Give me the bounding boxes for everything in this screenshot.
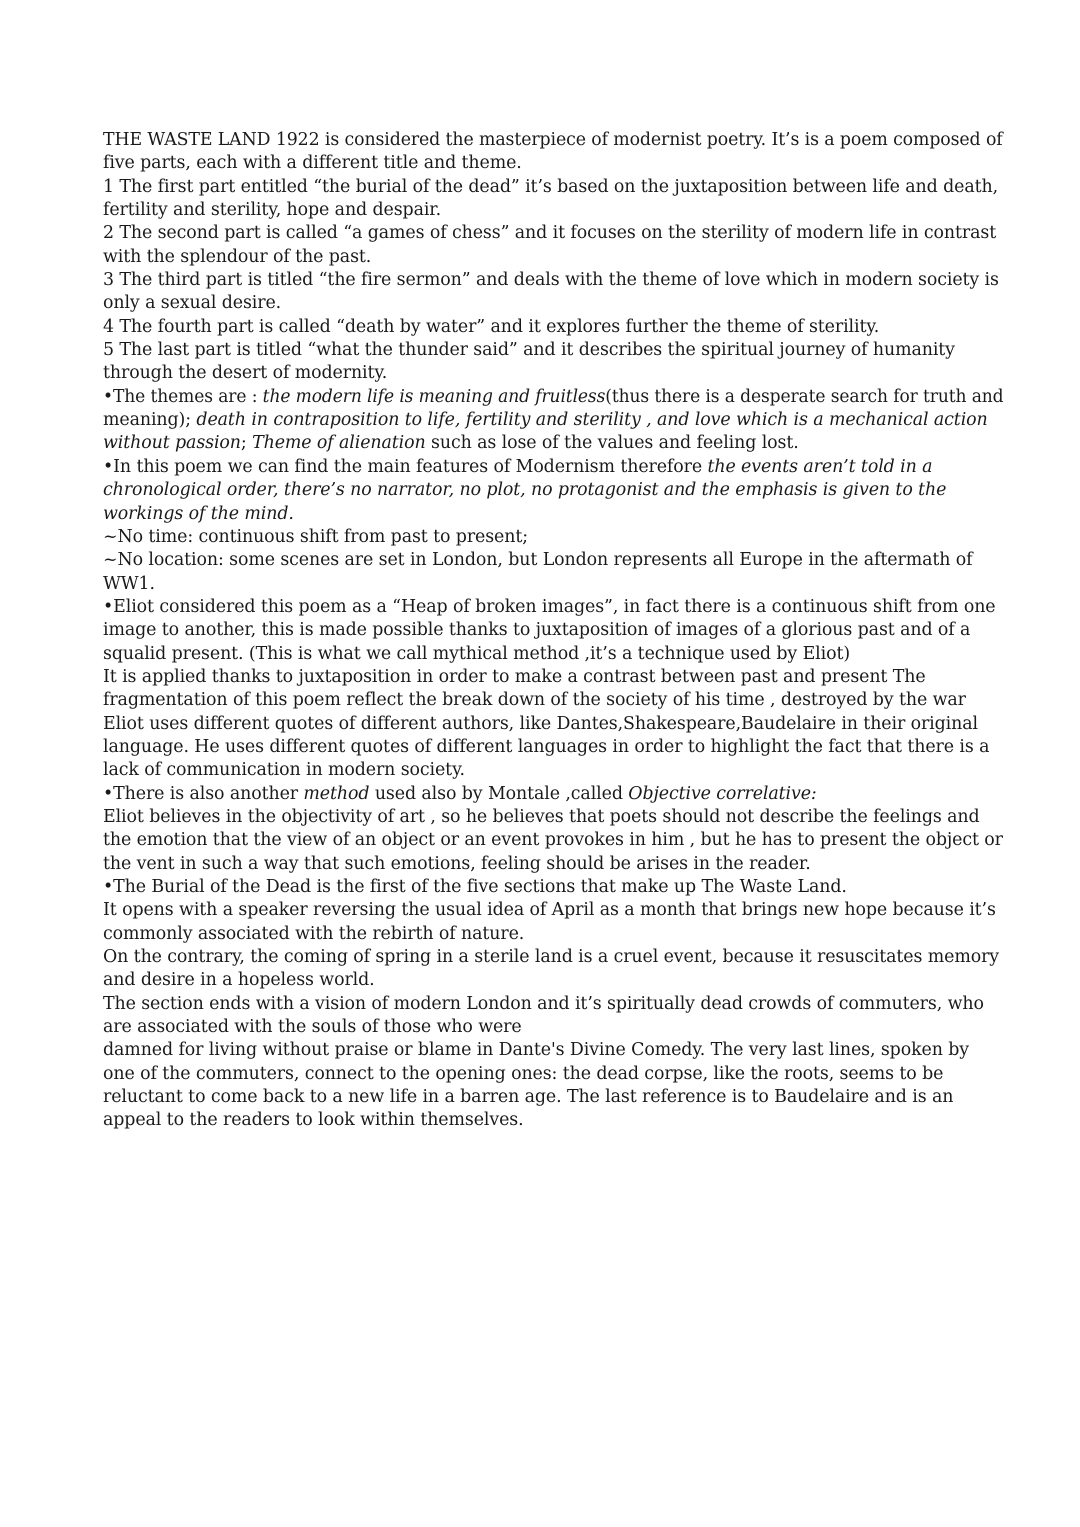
italic-text-span: Objective correlative:	[628, 783, 817, 804]
text-span: lack of communication in modern society.	[103, 760, 465, 781]
italic-text-span: death in contraposition to life, fertility and sterility , and love which is a mechanical action	[196, 410, 988, 431]
text-line	[103, 222, 1003, 245]
text-span: reluctant to come back to a new life in a barren age. The last reference is to Baudelaire and is an	[103, 1087, 954, 1108]
text-line	[103, 526, 1003, 549]
text-line	[103, 1039, 1003, 1062]
text-span: ~No time: continuous shift from past to present;	[103, 526, 528, 547]
text-span: meaning);	[103, 410, 197, 431]
text-line	[103, 783, 1003, 806]
text-line	[103, 549, 1003, 572]
text-span: ;	[240, 433, 253, 454]
text-line	[103, 129, 1003, 152]
text-line	[103, 1016, 1003, 1039]
text-line	[103, 946, 1003, 969]
text-span: fragmentation of this poem reflect the break down of the society of his time , destroyed by the war	[103, 690, 966, 711]
text-span: On the contrary, the coming of spring in a sterile land is a cruel event, because it resuscitates memory	[103, 947, 1000, 968]
text-span: 2 The second part is called “a games of chess” and it focuses on the sterility of modern life in contrast	[103, 223, 997, 244]
text-span: THE WASTE LAND 1922 is considered the masterpiece of modernist poetry. It’s is a poem composed of	[103, 130, 1003, 150]
italic-text-span: the modern life is meaning and fruitless	[262, 386, 606, 407]
text-line	[103, 1063, 1003, 1086]
text-line	[103, 853, 1003, 876]
text-span: language. He uses different quotes of different languages in order to highlight the fact that there is a	[103, 736, 990, 757]
text-line	[103, 362, 1003, 385]
text-line	[103, 269, 1003, 292]
italic-text-span: workings of the mind.	[103, 503, 294, 524]
text-line	[103, 573, 1003, 596]
text-span: It is applied thanks to juxtaposition in order to make a contrast between past and present The	[103, 666, 926, 687]
text-span: •In this poem we can find the main features of Modernism therefore	[103, 456, 708, 477]
text-line	[103, 876, 1003, 899]
text-line	[103, 993, 1003, 1016]
text-span: through the desert of modernity.	[103, 363, 388, 384]
text-span: five parts, each with a different title and theme.	[103, 153, 522, 174]
text-span: •The Burial of the Dead is the first of the five sections that make up The Waste Land.	[103, 877, 847, 897]
text-span: •The themes are :	[103, 386, 263, 407]
text-line	[103, 316, 1003, 339]
text-line	[103, 899, 1003, 922]
text-line	[103, 479, 1003, 502]
text-line	[103, 386, 1004, 409]
text-line	[103, 1086, 1003, 1109]
italic-text-span: chronological order, there’s no narrator, no plot, no protagonist and the emphasis is given to the	[103, 480, 947, 501]
text-line	[103, 503, 1003, 526]
text-line	[103, 1109, 1003, 1132]
italic-text-span: method	[303, 783, 370, 804]
text-span: 4 The fourth part is called “death by water” and it explores further the theme of sterility.	[103, 316, 880, 337]
text-span: fertility and sterility, hope and despair.	[103, 200, 442, 221]
text-span: The section ends with a vision of modern London and it’s spiritually dead crowds of commuters, who	[103, 993, 984, 1014]
text-line	[103, 339, 1003, 362]
text-line	[103, 409, 1003, 432]
text-span: squalid present. (This is what we call mythical method ,it’s a technique used by Eliot)	[103, 643, 851, 664]
text-span: Eliot uses different quotes of different authors, like Dantes,Shakespeare,Baudelaire in their original	[103, 713, 978, 734]
text-span: are associated with the souls of those who were	[103, 1017, 522, 1038]
text-span: used also by Montale ,called	[369, 783, 629, 804]
text-line	[103, 643, 1003, 666]
text-span: only a sexual desire.	[103, 293, 282, 314]
document-body	[103, 129, 1003, 1133]
italic-text-span: Theme of alienation	[252, 433, 426, 454]
text-line	[103, 969, 1003, 992]
text-line	[103, 246, 1003, 269]
text-line	[103, 176, 1003, 199]
text-span: 5 The last part is titled “what the thunder said” and it describes the spiritual journey of humanity	[103, 340, 955, 361]
text-span: 1 The first part entitled “the burial of the dead” it’s based on the juxtaposition between life and death,	[103, 176, 999, 197]
text-line	[103, 199, 1003, 222]
text-span: 3 The third part is titled “the fire sermon” and deals with the theme of love which in modern society is	[103, 270, 999, 291]
text-span: one of the commuters, connect to the opening ones: the dead corpse, like the roots, seems to be	[103, 1063, 944, 1084]
text-line	[103, 829, 1003, 852]
text-span: appeal to the readers to look within themselves.	[103, 1110, 524, 1131]
text-line	[103, 806, 1003, 829]
text-line	[103, 759, 1003, 782]
text-line	[103, 713, 1003, 736]
text-span: damned for living without praise or blame in Dante's Divine Comedy. The very last lines, spoken by	[103, 1040, 969, 1061]
text-span: and desire in a hopeless world.	[103, 970, 375, 991]
text-line	[103, 596, 1003, 619]
text-span: image to another, this is made possible thanks to juxtaposition of images of a glorious past and of a	[103, 620, 971, 641]
text-span: •There is also another	[103, 783, 304, 804]
text-line	[103, 292, 1003, 315]
text-line	[103, 689, 1003, 712]
text-line	[103, 736, 1003, 759]
text-span: commonly associated with the rebirth of nature.	[103, 923, 525, 944]
text-span: WW1.	[103, 573, 155, 594]
text-line	[103, 152, 1003, 175]
text-span: such as lose of the values and feeling lost.	[425, 433, 799, 454]
text-line	[103, 619, 1003, 642]
text-line	[103, 456, 1003, 479]
text-span: Eliot believes in the objectivity of art , so he believes that poets should not describe the feelings and	[103, 806, 980, 827]
text-line	[103, 923, 1003, 946]
text-span: (thus there is a desperate search for truth and	[605, 386, 1004, 407]
text-span: the vent in such a way that such emotions, feeling should be arises in the reader.	[103, 853, 811, 874]
text-span: ~No location: some scenes are set in London, but London represents all Europe in the aftermath of	[103, 550, 973, 571]
text-span: with the splendour of the past.	[103, 246, 372, 267]
italic-text-span: the events aren’t told in a	[707, 456, 933, 477]
text-line	[103, 432, 1003, 455]
text-span: It opens with a speaker reversing the usual idea of April as a month that brings new hope because it’s	[103, 900, 996, 921]
italic-text-span: without passion	[103, 433, 241, 454]
text-span: •Eliot considered this poem as a “Heap of broken images”, in fact there is a continuous shift from one	[103, 596, 996, 617]
text-span: the emotion that the view of an object or an event provokes in him , but he has to present the object or	[103, 830, 1003, 851]
text-line	[103, 666, 1003, 689]
